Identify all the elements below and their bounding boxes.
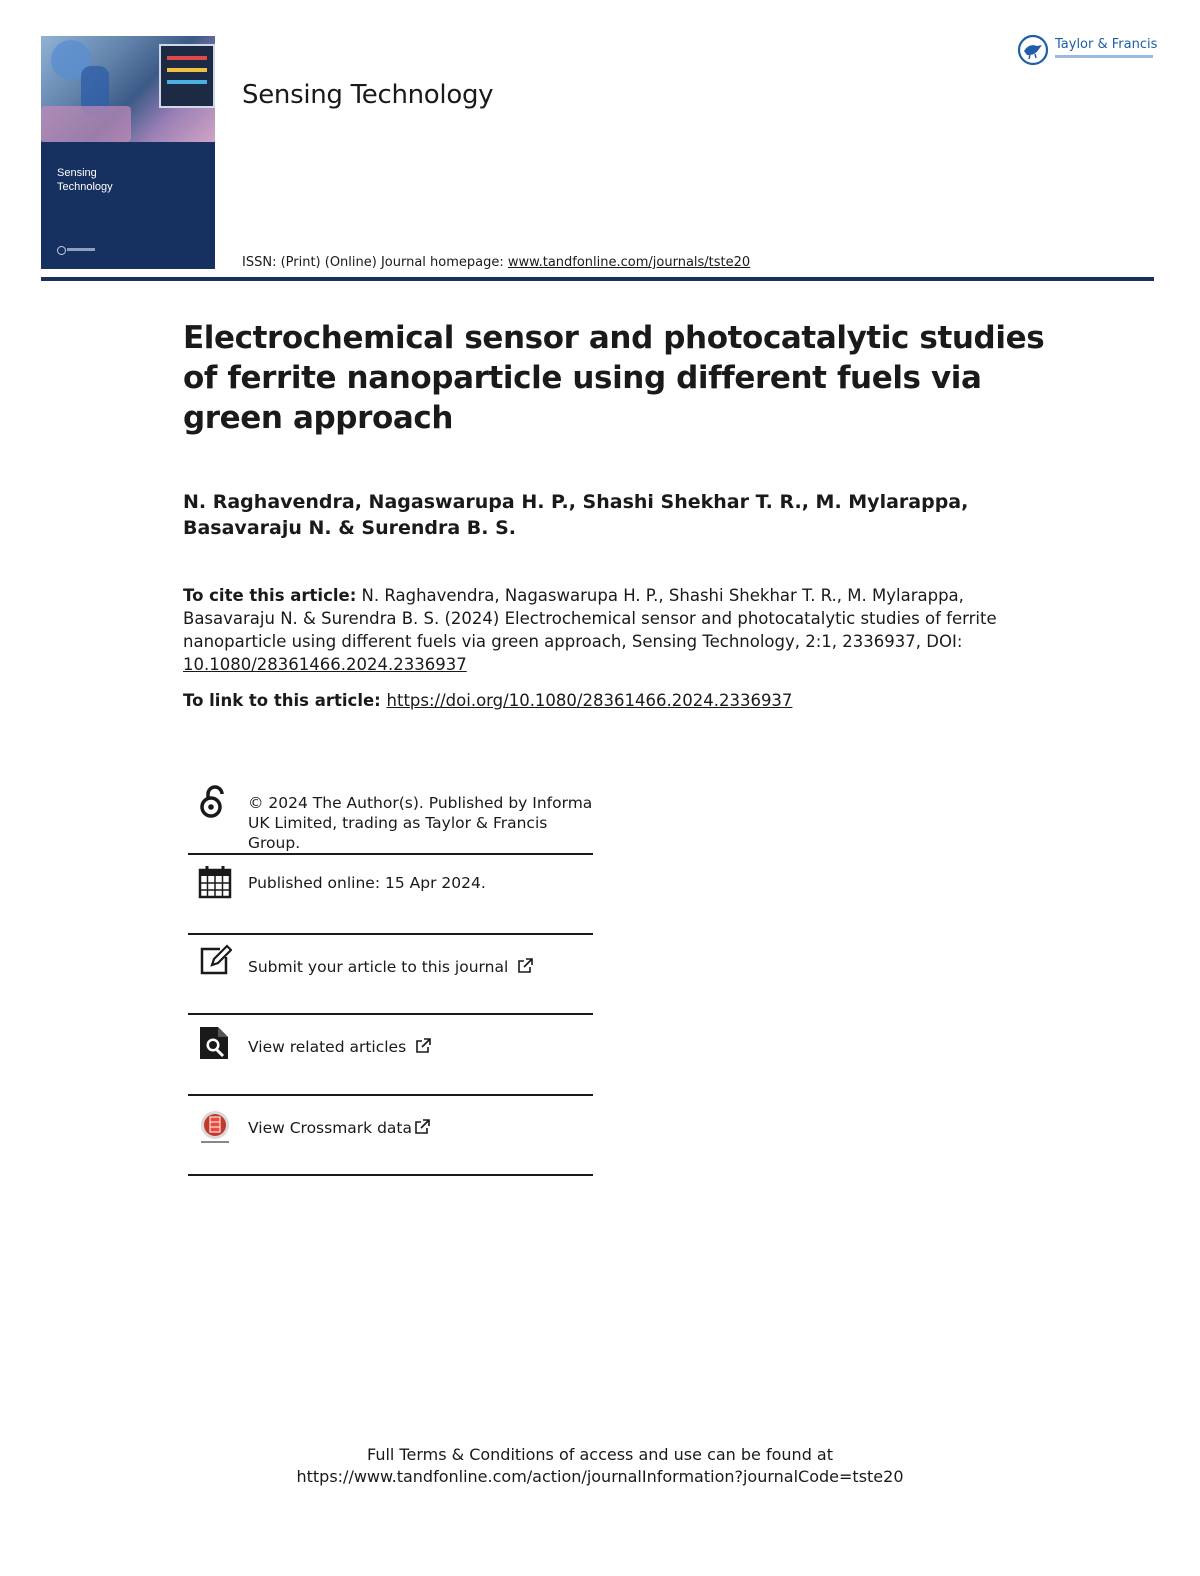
citation-text: N. Raghavendra, Nagaswarupa H. P., Shashi Shekhar T. R., M. Mylarappa, Basavaraju N. & Surendra B. S. (2024) Electrochemical sensor and photocatalytic studies of ferrite nanoparticle using different fuels via green approach, Sensing Technology, 2:1, 2336937, DOI: [183,586,997,651]
footer [0,1444,1200,1488]
citation-label: To cite this article: [183,586,357,605]
article-doi-url-link[interactable]: https://doi.org/10.1080/28361466.2024.2336937 [386,691,793,710]
cover-title: Sensing Technology [57,167,113,193]
citation-doi-link[interactable]: 10.1080/28361466.2024.2336937 [183,655,467,674]
published-date-text: Published online: 15 Apr 2024. [248,874,486,892]
journal-cover-image [41,36,215,269]
submit-article-link[interactable]: Submit your article to this journal [248,958,509,976]
article-link-label: To link to this article: [183,691,387,710]
article-authors: N. Raghavendra, Nagaswarupa H. P., Shashi Shekhar T. R., M. Mylarappa, Basavaraju N. & Surendra B. S. [183,491,969,539]
footer-terms-text: Full Terms & Conditions of access and use can be found at [366,1445,834,1464]
submit-article-row[interactable] [188,935,593,1015]
publisher-logo[interactable] [1017,34,1157,68]
journal-homepage-link[interactable]: www.tandfonline.com/journals/tste20 [507,255,751,270]
document-search-icon [198,1025,232,1059]
copyright-row [188,780,593,855]
external-link-icon [414,1119,430,1135]
open-access-lock-icon [198,784,232,818]
taylor-francis-logo-icon [1017,34,1049,66]
view-related-articles-link[interactable]: View related articles [248,1038,407,1056]
citation-block [183,584,1043,676]
view-crossmark-link[interactable]: View Crossmark data [248,1119,412,1137]
issn-text: ISSN: (Print) (Online) Journal homepage: [242,255,508,270]
edit-pencil-icon [198,943,232,977]
issn-line [242,255,750,270]
publisher-logo-text: Taylor & Francis [1055,37,1158,52]
crossmark-icon [198,1110,232,1144]
external-link-icon [517,958,533,974]
external-link-icon [415,1038,431,1054]
row-divider [188,1174,593,1176]
journal-title: Sensing Technology [242,80,494,110]
article-link-block [183,689,792,712]
header-divider [41,277,1154,281]
published-row [188,855,593,935]
calendar-icon [198,865,232,899]
cover-photo [41,36,215,142]
related-articles-row[interactable] [188,1015,593,1096]
publisher-logo-tagline [1055,55,1153,58]
copyright-text: © 2024 The Author(s). Published by Informa UK Limited, trading as Taylor & Francis Group. [248,794,593,852]
crossmark-row[interactable] [188,1096,593,1176]
cover-publisher-logo [57,246,97,254]
article-title: Electrochemical sensor and photocatalytic studies of ferrite nanoparticle using different fuels via green approach [183,320,1045,436]
footer-terms-url[interactable]: https://www.tandfonline.com/action/journalInformation?journalCode=tste20 [296,1467,904,1486]
